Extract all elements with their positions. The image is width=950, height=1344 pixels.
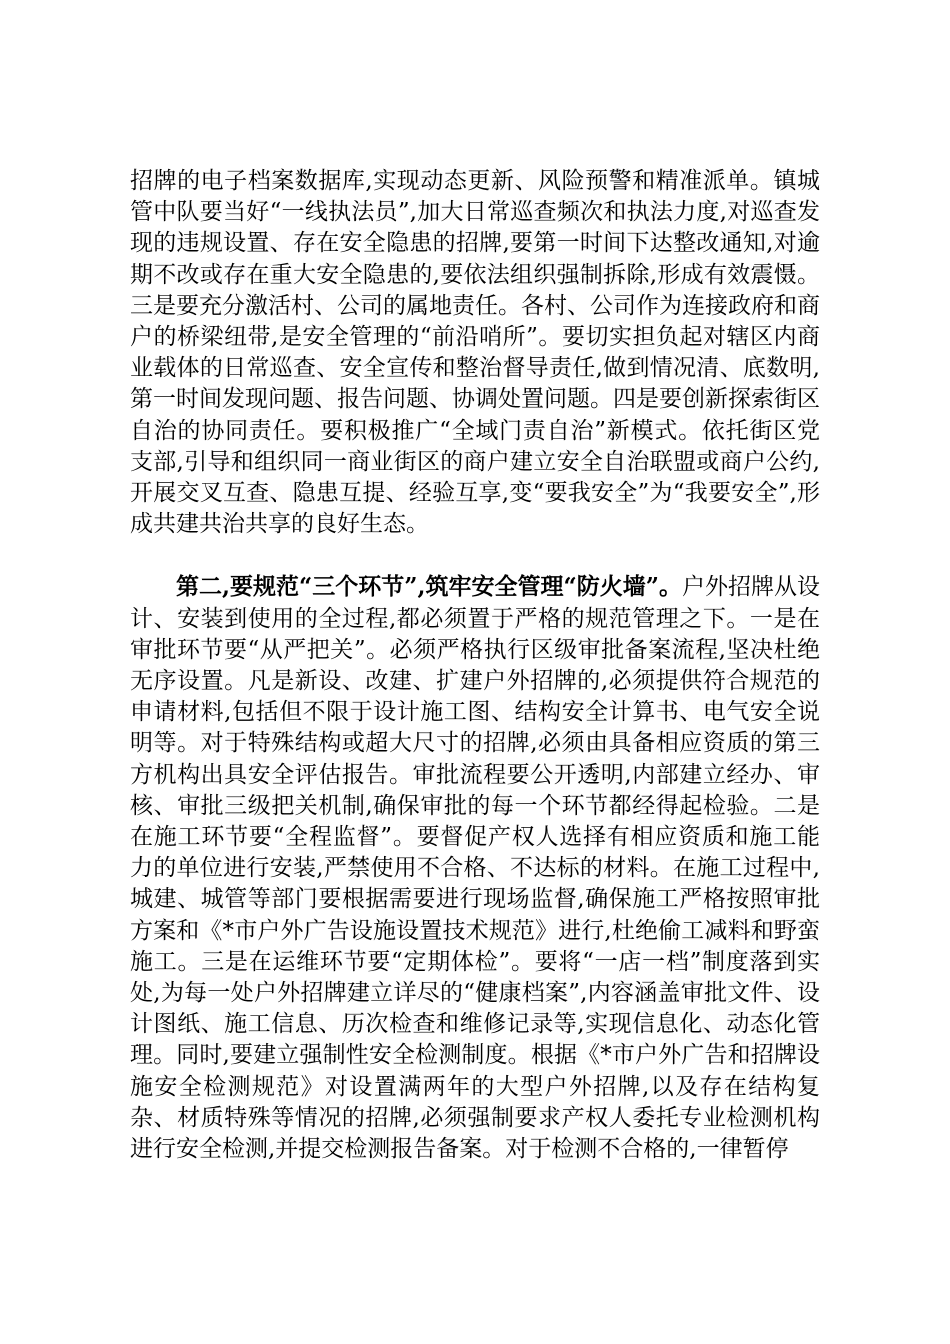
section-body-text: 户外招牌从设计、安装到使用的全过程,都必须置于严格的规范管理之下。一是在审批环节要“从严把关”。必须严格执行区级审批备案流程,坚决杜绝无序设置。凡是新设、改建、扩建户外招牌的,必须提供符合规范的申请材料,包括但不限于设计施工图、结构安全计算书、电气安全说明等。对于特殊结构或超大尺寸的招牌,必须由具备相应资质的第三方机构出具安全评估报告。审批流程要公开透明,内部建立经办、审核、审批三级把关机制,确保审批的每一个环节都经得起检验。二是在施工环节要“全程监督”。要督促产权人选择有相应资质和施工能力的单位进行安装,严禁使用不合格、不达标的材料。在施工过程中,城建、城管等部门要根据需要进行现场监督,确保施工严格按照审批方案和《*市户外广告设施设置技术规范》进行,杜绝偷工减料和野蛮施工。三是在运维环节要“定期体检”。要将“一店一档”制度落到实处,为每一处户外招牌建立详尽的“健康档案”,内容涵盖审批文件、设计图纸、施工信息、历次检查和维修记录等,实现信息化、动态化管理。同时,要建立强制性安全检测制度。根据《*市户外广告和招牌设施安全检测规范》对设置满两年的大型户外招牌,以及存在结构复杂、材质特殊等情况的招牌,必须强制要求产权人委托专业检测机构进行安全检测,并提交检测报告备案。对于检测不合格的,一律暂停 [130,574,820,1163]
body-paragraph-2 [130,571,820,1165]
body-paragraph-1: 招牌的电子档案数据库,实现动态更新、风险预警和精准派单。镇城管中队要当好“一线执法员”,加大日常巡查频次和执法力度,对巡查发现的违规设置、存在安全隐患的招牌,要第一时间下达整改通知,对逾期不改或存在重大安全隐患的,要依法组织强制拆除,形成有效震慑。三是要充分激活村、公司的属地责任。各村、公司作为连接政府和商户的桥梁纽带,是安全管理的“前沿哨所”。要切实担负起对辖区内商业载体的日常巡查、安全宣传和整治督导责任,做到情况清、底数明,第一时间发现问题、报告问题、协调处置问题。四是要创新探索街区自治的协同责任。要积极推广“全域门责自治”新模式。依托街区党支部,引导和组织同一商业街区的商户建立安全自治联盟或商户公约,开展交叉互查、隐患互提、经验互享,变“要我安全”为“我要安全”,形成共建共治共享的良好生态。 [130,168,820,538]
document-page [130,166,820,1165]
section-heading-inline: 第二,要规范“三个环节”,筑牢安全管理“防火墙”。 [176,573,682,601]
